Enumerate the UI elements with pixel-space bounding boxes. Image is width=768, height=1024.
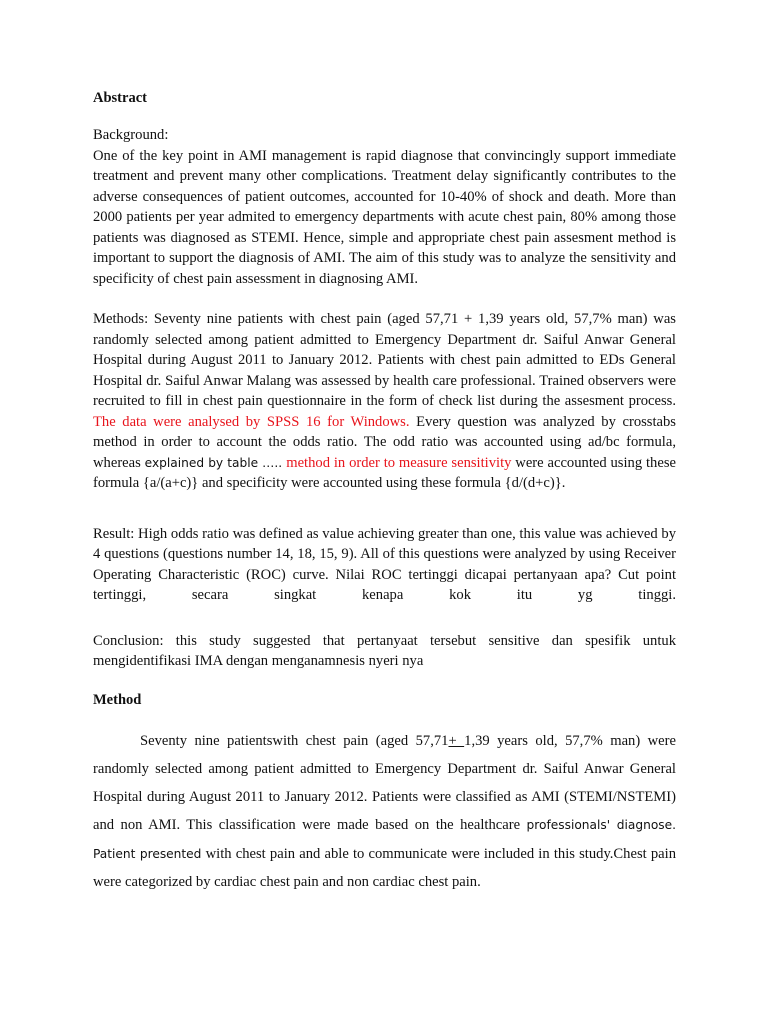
method-paragraph [93, 727, 676, 897]
method-text-1: Seventy nine patientswith chest pain (aged 57,71 [140, 732, 449, 749]
background-paragraph: One of the key point in AMI management is rapid diagnose that convincingly support immediate treatment and prevent many other complications. Treatment delay significantly contributes to the adverse consequences of patient outcomes, accounted for 10-40% of shock and death. More than 2000 patients per year admited to emergency departments with acute chest pain, 80% among those patients was diagnosed as STEMI. Hence, simple and appropriate chest pain assesment method is important to support the diagnosis of AMI. The aim of this study was to analyze the sensitivity and specificity of chest pain assessment in diagnosing AMI. [93, 147, 676, 287]
methods-text-1: Methods: Seventy nine patients with chest pain (aged 57,71 + 1,39 years old, 57,7% man) was randomly selected among patient admitted to Emergency Department dr. Saiful Anwar General Hospital during August 2011 to January 2012. Patients with chest pain admitted to EDs General Hospital dr. Saiful Anwar Malang was assessed by health care professional. Trained observers were recruited to fill in chest pain questionnaire in the form of check list during the assesment process. [93, 311, 676, 409]
result-paragraph: Result: High odds ratio was defined as value achieving greater than one, this value was achieved by 4 questions (questions number 14, 18, 15, 9). All of this questions were analyzed by using Receiver Operating Characteristic (ROC) curve. Nilai ROC tertinggi dicapai pertanyaan apa? Cut point tertinggi, secara singkat kenapa kok itu yg tinggi. [93, 525, 676, 603]
conclusion-paragraph: Conclusion: this study suggested that pertanyaat tersebut sensitive dan spesifik untuk mengidentifikasi IMA dengan menganamnesis nyeri nya [93, 632, 676, 669]
methods-inserted-text: explained by table ….. [144, 455, 287, 470]
plus-minus-sign: + [448, 732, 465, 749]
abstract-heading: Abstract [93, 90, 147, 106]
methods-highlight-sensitivity: method in order to measure sensitivity [286, 454, 512, 471]
document-page [93, 88, 676, 896]
background-label: Background: [93, 127, 169, 143]
method-heading: Method [93, 691, 142, 708]
method-text-2: 1,39 years old, 57,7% man) were randomly selected among patient admitted to Emergency Department dr. Saiful Anwar General Hospital during August 2011 to January 2012. Patients were classified as AMI (STEMI/NSTEMI) and non AMI. This classification were made based on the healthcare [93, 732, 676, 834]
methods-text-2: Every question was analyzed by crosstabs method in order to account the odds ratio. The odd ratio was accounted using ad/bc formula, whereas [93, 413, 676, 471]
methods-highlight-spss: The data were analysed by SPSS 16 for Windows. [93, 413, 410, 430]
methods-paragraph [93, 309, 676, 494]
methods-text-3: were accounted using these formula {a/(a+c)} and specificity were accounted using these formula {d/(d+c)}. [93, 454, 676, 491]
method-inserted-text: professionals' diagnose. Patient presented [93, 818, 676, 861]
method-text-3: with chest pain and able to communicate were included in this study.Chest pain were categorized by cardiac chest pain and non cardiac chest pain. [93, 845, 676, 890]
